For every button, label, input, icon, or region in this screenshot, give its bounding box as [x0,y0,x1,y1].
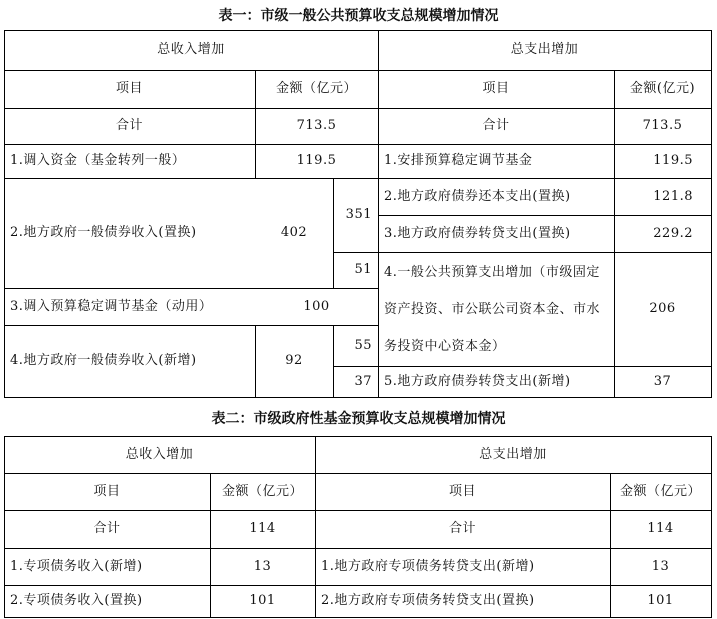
col-item-expense: 项目 [482,81,510,96]
total-income: 713.5 [296,118,337,133]
expense-row-5-amount: 37 [653,373,672,389]
income-row-1-amount: 119.5 [296,153,337,168]
col-amount-income: 金额（亿元） [275,81,357,96]
t2-expense-row-2-amount: 101 [647,593,674,608]
t2-income-row-2-amount: 101 [249,593,276,608]
total-label-income: 合计 [115,118,143,133]
expense-row-1-amount: 119.5 [653,153,693,168]
t2-income-row-1-amount: 13 [253,558,272,574]
t2-col-item-income: 项目 [93,483,121,499]
expense-row-4-label: 4.一般公共预算支出增加（市级固定资产投资、市公联公司资本金、市水务投资中心资本金） [384,264,601,354]
t2-total-label-income: 合计 [93,521,121,536]
t2-income-row-2-label: 2.专项债务收入(置换) [10,593,143,608]
income-row-2-amount: 402 [280,225,308,240]
income-row-2-sub2: 51 [354,262,372,277]
expense-row-3-amount: 229.2 [653,225,693,241]
t2-total-expense: 114 [647,521,674,536]
expense-row-2-amount: 121.8 [653,188,693,204]
total-label-expense: 合计 [482,118,510,133]
t2-col-amount-income: 金额（亿元） [221,483,303,499]
t2-total-income: 114 [249,521,276,536]
t2-total-label-expense: 合计 [448,521,476,536]
expense-row-2-label: 2.地方政府债券还本支出(置换) [384,188,571,204]
t2-income-header: 总收入增加 [125,446,194,462]
table2-title: 表二：市级政府性基金预算收支总规模增加情况 [211,411,506,427]
income-row-3-amount: 100 [303,298,330,314]
t2-col-item-expense: 项目 [448,483,476,499]
expense-header: 总支出增加 [510,42,579,57]
expense-row-5-label: 5.地方政府债券转贷支出(新增) [384,373,571,389]
income-row-3-label: 3.调入预算稳定调节基金（动用） [10,298,213,314]
income-row-4-label: 4.地方政府一般债券收入(新增) [10,353,197,368]
expense-row-3-label: 3.地方政府债券转贷支出(置换) [384,225,571,241]
table1-title: 表一：市级一般公共预算收支总规模增加情况 [218,8,499,24]
expense-row-4-amount: 206 [649,301,676,316]
t2-expense-row-1-amount: 13 [651,558,670,574]
t2-expense-row-1-label: 1.地方政府专项债务转贷支出(新增) [321,558,535,574]
income-row-4-sub2: 37 [354,373,372,389]
t2-income-row-1-label: 1.专项债务收入(新增) [10,558,143,574]
income-header: 总收入增加 [157,42,225,57]
total-expense: 713.5 [642,118,683,133]
income-row-1-label: 1.调入资金（基金转列一般） [10,153,186,168]
t2-expense-row-2-label: 2.地方政府专项债务转贷支出(置换) [321,593,535,608]
income-row-2-label: 2.地方政府一般债券收入(置换) [10,225,197,240]
col-item-income: 项目 [115,81,143,96]
expense-row-1-label: 1.安排预算稳定调节基金 [384,153,533,168]
income-row-4-sub1: 55 [354,337,372,353]
income-row-2-sub1: 351 [345,207,372,222]
t2-col-amount-expense: 金额（亿元） [619,483,701,499]
col-amount-expense: 金额(亿元) [629,81,696,96]
income-row-4-amount: 92 [285,353,303,368]
t2-expense-header: 总支出增加 [479,446,547,462]
